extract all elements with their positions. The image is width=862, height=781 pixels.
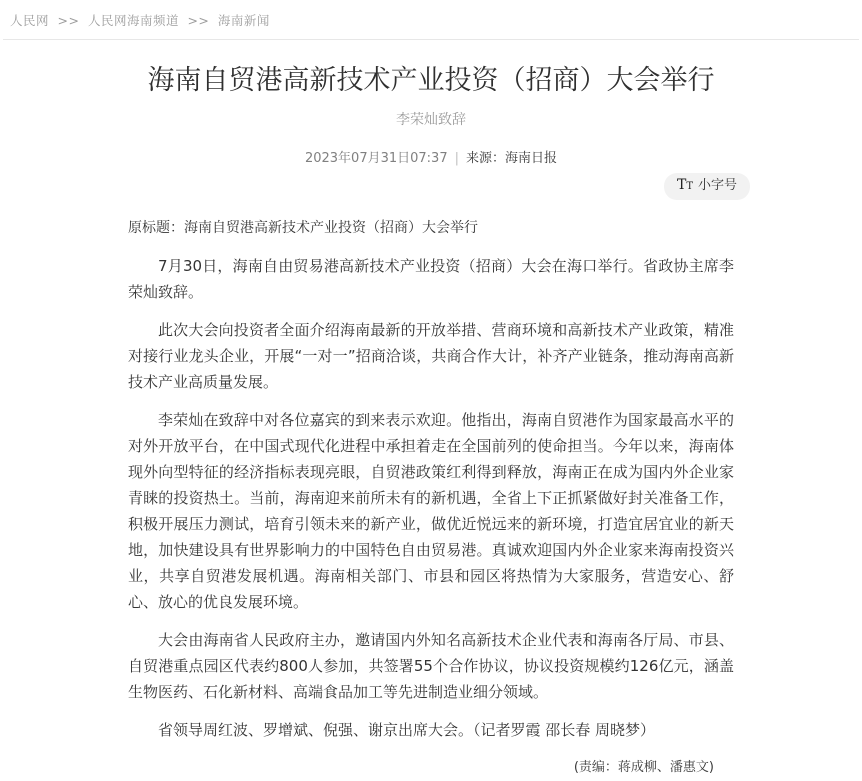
breadcrumb-separator: >> — [187, 13, 210, 28]
source-label: 来源： — [466, 151, 506, 166]
paragraph-2: 此次大会向投资者全面介绍海南最新的开放举措、营商环境和高新技术产业政策，精准对接行业龙头企业，开展“一对一”招商洽谈，共商合作大计，补齐产业链条，推动海南高新技术产业高质量发展。 — [128, 321, 734, 391]
article-meta — [0, 147, 862, 166]
article-toolbar — [0, 173, 862, 199]
publish-date: 2023年07月31日07:37 — [304, 151, 448, 166]
original-title-line: 原标题：海南自贸港高新技术产业投资（招商）大会举行 — [128, 220, 478, 236]
meta-separator: | — [454, 151, 459, 166]
paragraph-5: 省领导周红波、罗增斌、倪强、谢京出席大会。（记者罗霞 邵长春 周晓梦） — [158, 721, 656, 739]
page-title: 海南自贸港高新技术产业投资（招商）大会举行 — [147, 65, 715, 96]
breadcrumb-link-peoples-daily[interactable]: 人民网 — [10, 13, 50, 28]
paragraph-4: 大会由海南省人民政府主办，邀请国内外知名高新技术企业代表和海南各厅局、市县、自贸港重点园区代表约800人参加，共签署55个合作协议，协议投资规模约126亿元，涵盖生物医药、石化新材料、高端食品加工等先进制造业细分领域。 — [128, 631, 734, 701]
breadcrumb-link-hainan-news[interactable]: 海南新闻 — [217, 13, 270, 28]
article-subtitle: 李荣灿致辞 — [396, 112, 466, 128]
article-body — [128, 215, 734, 781]
editor-credit: (责编：蒋成柳、潘惠文) — [573, 760, 714, 775]
header-divider — [3, 39, 859, 40]
font-size-label: 小字号 — [697, 178, 737, 193]
source-link[interactable]: 海南日报 — [505, 151, 558, 166]
paragraph-3: 李荣灿在致辞中对各位嘉宾的到来表示欢迎。他指出，海南自贸港作为国家最高水平的对外开放平台，在中国式现代化进程中承担着走在全国前列的使命担当。今年以来，海南体现外向型特征的经济指标表现亮眼，自贸港政策红利得到释放，海南正在成为国内外企业家青睐的投资热土。当前，海南迎来前所未有的新机遇，全省上下正抓紧做好封关准备工作，积极开展压力测试，培育引领未来的新产业，做优近悦远来的新环境，打造宜居宜业的新天地，加快建设具有世界影响力的中国特色自由贸易港。真诚欢迎国内外企业家来海南投资兴业，共享自贸港发展机遇。海南相关部门、市县和园区将热情为大家服务，营造安心、舒心、放心的优良发展环境。 — [128, 411, 734, 611]
breadcrumb — [0, 0, 862, 29]
breadcrumb-link-hainan-channel[interactable]: 人民网海南频道 — [87, 13, 179, 28]
breadcrumb-separator: >> — [57, 13, 80, 28]
font-size-button[interactable] — [664, 173, 750, 200]
font-size-icon: TT — [676, 177, 693, 193]
paragraph-1: 7月30日，海南自由贸易港高新技术产业投资（招商）大会在海口举行。省政协主席李荣灿致辞。 — [128, 257, 734, 301]
